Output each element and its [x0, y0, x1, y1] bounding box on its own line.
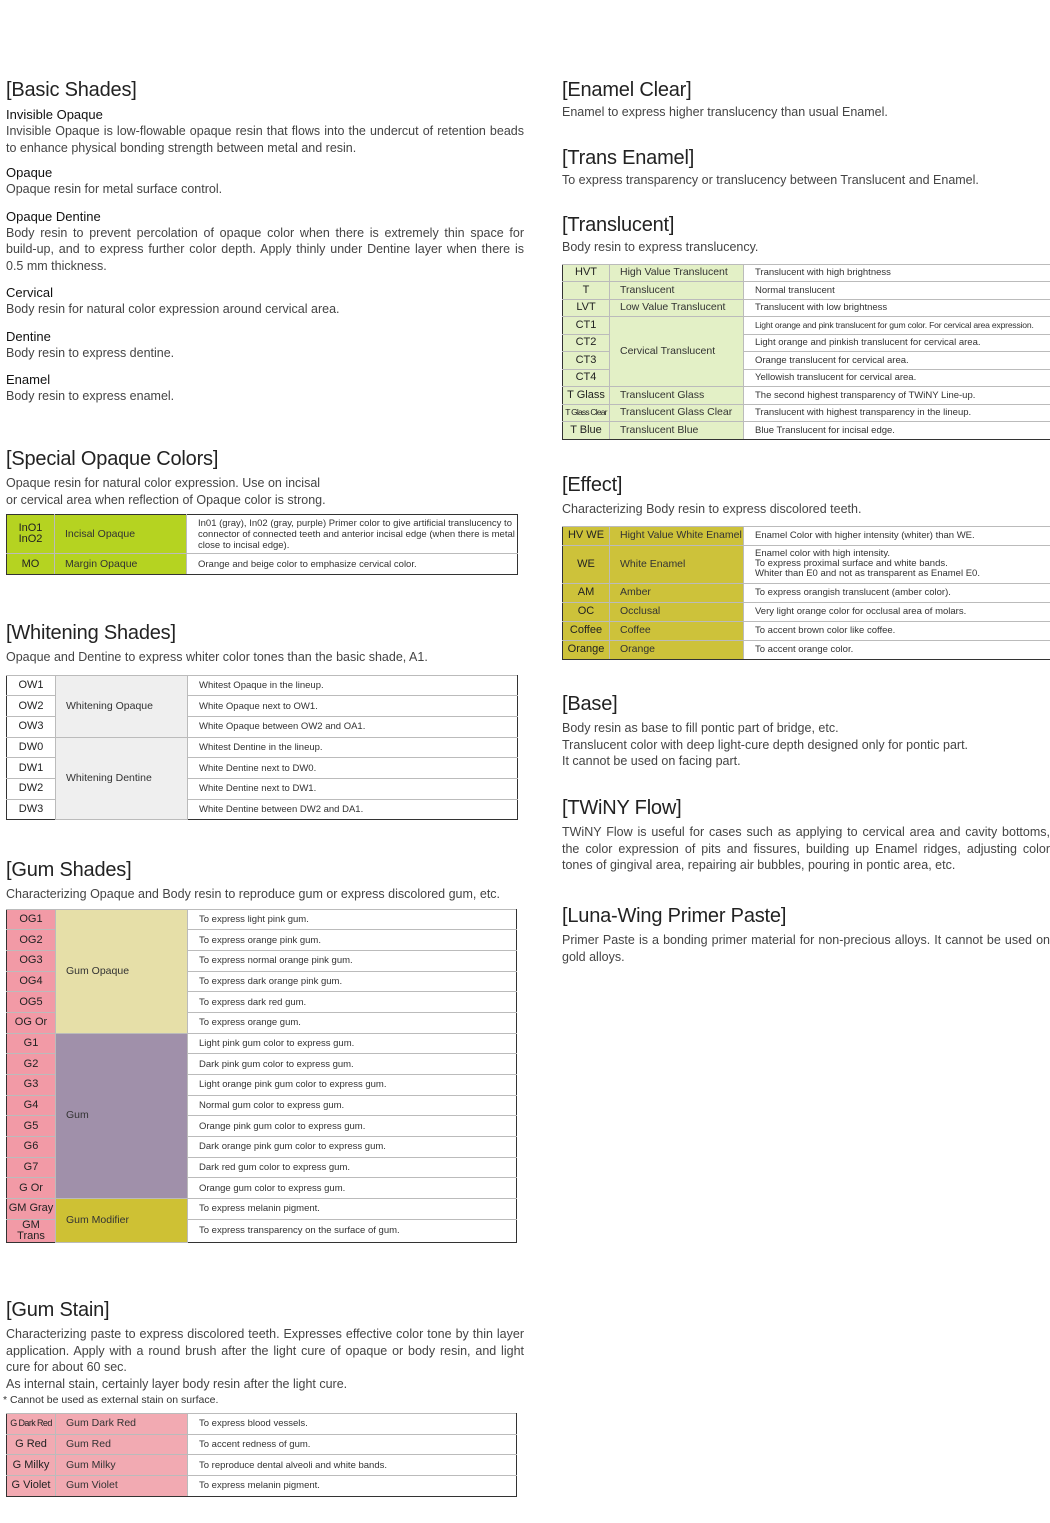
desc-cell: Normal gum color to express gum. — [188, 1095, 517, 1116]
code-cell: G Red — [7, 1434, 56, 1455]
name-cell: Orange — [610, 640, 744, 659]
code-cell: G Violet — [7, 1476, 56, 1497]
group-name-cell: Gum Modifier — [56, 1199, 188, 1243]
desc-cell: Very light orange color for occlusal area of molars. — [744, 602, 1050, 621]
code-cell: MO — [7, 554, 55, 575]
section-title: [Effect] — [562, 474, 623, 496]
code-cell: DW3 — [7, 799, 56, 820]
desc-line: Whiter than E0 and not as transparent as Enamel E0. — [755, 568, 980, 579]
code-cell: T Blue — [563, 422, 610, 440]
name-cell: Gum Red — [56, 1434, 188, 1455]
section-title: [Translucent] — [562, 214, 675, 236]
gum-shades-section — [6, 858, 524, 1243]
desc-cell: Translucent with high brightness — [744, 264, 1050, 282]
desc-cell: To express orange gum. — [188, 1012, 517, 1033]
base-section — [562, 692, 1050, 770]
desc-cell: Whitest Dentine in the lineup. — [188, 737, 518, 758]
item-name: Opaque Dentine — [6, 208, 101, 224]
code-cell: T Glass — [563, 387, 610, 405]
desc-cell: Whitest Opaque in the lineup. — [188, 675, 518, 696]
desc-cell: Orange pink gum color to express gum. — [188, 1116, 517, 1137]
table-row — [563, 640, 1050, 659]
table-row — [7, 737, 518, 758]
section-title: [TWiNY Flow] — [562, 797, 682, 819]
code-cell: CT4 — [563, 369, 610, 387]
code-cell: G5 — [7, 1116, 56, 1137]
code-cell: HVT — [563, 264, 610, 282]
desc-cell: Translucent with low brightness — [744, 299, 1050, 317]
table-row — [563, 545, 1050, 583]
group-name-cell: Whitening Dentine — [56, 737, 188, 820]
desc-cell: To express melanin pigment. — [188, 1199, 517, 1220]
section-desc: Translucent color with deep light-cure depth designed only for pontic part. — [562, 737, 969, 752]
desc-cell — [744, 545, 1050, 583]
code-cell: OC — [563, 602, 610, 621]
desc-cell: To reproduce dental alveoli and white bands. — [188, 1455, 517, 1476]
table-row — [7, 675, 518, 696]
table-row — [7, 909, 517, 930]
table-row — [7, 1434, 517, 1455]
code-cell: OW1 — [7, 675, 56, 696]
item-text: Opaque resin for metal surface control. — [6, 182, 223, 196]
table-row — [563, 526, 1050, 545]
section-desc: TWiNY Flow is useful for cases such as applying to cervical area and cavity bottoms, the color expression of pits and fissures, building up Enamel ridges, adjusting color tones of gingival area, repairing air bubbles, pouring in pontic area, etc. — [562, 825, 1050, 872]
table-row — [563, 282, 1050, 300]
code-cell: DW1 — [7, 758, 56, 779]
code-cell: T — [563, 282, 610, 300]
desc-cell: To express light pink gum. — [188, 909, 517, 930]
section-desc: Body resin as base to fill pontic part of bridge, etc. — [562, 721, 839, 735]
desc-cell: To express normal orange pink gum. — [188, 950, 517, 971]
whitening-table — [6, 675, 518, 821]
table-row — [563, 621, 1050, 640]
name-cell: Gum Milky — [56, 1455, 188, 1476]
desc-cell: To express transparency on the surface of gum. — [188, 1219, 517, 1242]
table-row — [7, 1414, 517, 1435]
desc-cell: Orange translucent for cervical area. — [744, 352, 1050, 370]
section-desc: To express transparency or translucency between Translucent and Enamel. — [562, 173, 979, 187]
section-note: * Cannot be used as external stain on surface. — [3, 1394, 219, 1406]
item-name: Invisible Opaque — [6, 107, 103, 122]
section-desc: Enamel to express higher translucency than usual Enamel. — [562, 105, 888, 119]
desc-cell: White Dentine next to DW0. — [188, 758, 518, 779]
table-row — [7, 1476, 517, 1497]
code-cell: LVT — [563, 299, 610, 317]
desc-cell: To accent redness of gum. — [188, 1434, 517, 1455]
name-cell: Coffee — [610, 621, 744, 640]
translucent-table — [562, 264, 1050, 440]
table-row — [563, 264, 1050, 282]
desc-cell: Dark orange pink gum color to express gum. — [188, 1137, 517, 1158]
desc-cell: White Opaque next to OW1. — [188, 696, 518, 717]
table-row — [7, 1199, 517, 1220]
desc-cell: Yellowish translucent for cervical area. — [744, 369, 1050, 387]
table-row — [563, 317, 1050, 335]
name-cell: Margin Opaque — [55, 554, 187, 575]
name-cell: Hight Value White Enamel — [610, 526, 744, 545]
code-cell: DW0 — [7, 737, 56, 758]
item-text: Invisible Opaque is low-flowable opaque resin that flows into the undercut of retention beads to enhance physical bonding strength between metal and resin. — [6, 124, 524, 155]
desc-cell: Orange and beige color to emphasize cervical color. — [187, 554, 518, 575]
desc-cell: The second highest transparency of TWiNY Line-up. — [744, 387, 1050, 405]
name-cell: Low Value Translucent — [610, 299, 744, 317]
section-desc: As internal stain, certainly layer body resin after the light cure. — [6, 1376, 348, 1391]
section-title: [Trans Enamel] — [562, 147, 695, 169]
code-cell: G Dark Red — [7, 1414, 56, 1435]
group-name-cell: Whitening Opaque — [56, 675, 188, 737]
code-cell: GM Gray — [7, 1199, 56, 1220]
code-cell: G Milky — [7, 1455, 56, 1476]
code-cell: OG4 — [7, 971, 56, 992]
section-desc: Body resin to express translucency. — [562, 240, 759, 254]
effect-section — [562, 473, 1050, 660]
table-row — [563, 602, 1050, 621]
desc-cell: Dark pink gum color to express gum. — [188, 1054, 517, 1075]
code-cell: GM Trans — [7, 1219, 56, 1242]
desc-cell: Translucent with highest transparency in the lineup. — [744, 404, 1050, 422]
desc-cell: Enamel Color with higher intensity (whiter) than WE. — [744, 526, 1050, 545]
name-cell: Gum Violet — [56, 1476, 188, 1497]
group-name-cell: Gum Opaque — [56, 909, 188, 1033]
section-title: [Base] — [562, 693, 618, 715]
code-cell: G4 — [7, 1095, 56, 1116]
desc-cell: Light orange and pinkish translucent for cervical area. — [744, 334, 1050, 352]
section-title: [Gum Shades] — [6, 859, 132, 881]
name-cell: High Value Translucent — [610, 264, 744, 282]
section-title: [Enamel Clear] — [562, 79, 692, 101]
code-cell: Coffee — [563, 621, 610, 640]
code-cell: OG2 — [7, 930, 56, 951]
desc-cell: White Dentine next to DW1. — [188, 778, 518, 799]
section-desc: Characterizing paste to express discolored teeth. Expresses effective color tone by thin layer application. Apply with a round brush after the light cure of opaque or body resin, and light cure for about 60 sec. — [6, 1327, 524, 1374]
item-name: Enamel — [6, 372, 51, 387]
item-text: Body resin for natural color expression around cervical area. — [6, 302, 340, 316]
desc-cell: To express dark red gum. — [188, 992, 517, 1013]
name-cell: Translucent Glass Clear — [610, 404, 744, 422]
desc-cell: In01 (gray), In02 (gray, purple) Primer color to give artificial translucency to connector of connected teeth and anterior incisal edge (when there is metal close to incisal edge). — [187, 515, 518, 554]
desc-cell: To express orange pink gum. — [188, 930, 517, 951]
code-cell: G3 — [7, 1075, 56, 1096]
table-row — [7, 1033, 517, 1054]
table-row — [7, 554, 518, 575]
code-cell: DW2 — [7, 778, 56, 799]
desc-line: Enamel color with high intensity. — [755, 548, 890, 559]
twiny-flow-section — [562, 796, 1050, 874]
group-name-cell: Gum — [56, 1033, 188, 1199]
desc-line: To express proximal surface and white bands. — [755, 558, 948, 569]
code-cell: OG1 — [7, 909, 56, 930]
desc-cell: Orange gum color to express gum. — [188, 1178, 517, 1199]
section-desc: Characterizing Body resin to express discolored teeth. — [562, 502, 862, 516]
section-title: [Special Opaque Colors] — [6, 448, 219, 470]
group-name-cell: Cervical Translucent — [610, 317, 744, 387]
code-cell: Orange — [563, 640, 610, 659]
desc-cell: To accent orange color. — [744, 640, 1050, 659]
section-desc: It cannot be used on facing part. — [562, 754, 741, 768]
code-cell: G7 — [7, 1157, 56, 1178]
name-cell: Translucent — [610, 282, 744, 300]
code-cell: G1 — [7, 1033, 56, 1054]
code-cell: OW2 — [7, 696, 56, 717]
code-cell: CT2 — [563, 334, 610, 352]
gum-table — [6, 909, 517, 1243]
section-desc: Opaque resin for natural color expression. Use on incisal — [6, 476, 321, 490]
name-cell: Gum Dark Red — [56, 1414, 188, 1435]
desc-cell: To accent brown color like coffee. — [744, 621, 1050, 640]
desc-cell: Light orange and pink translucent for gum color. For cervical area expression. — [744, 317, 1050, 335]
section-desc: or cervical area when reflection of Opaque color is strong. — [6, 492, 326, 507]
code-cell: G Or — [7, 1178, 56, 1199]
table-row — [563, 299, 1050, 317]
name-cell: White Enamel — [610, 545, 744, 583]
code: InO2 — [18, 533, 43, 545]
special-opaque-section — [6, 447, 524, 575]
code-cell: OW3 — [7, 716, 56, 737]
item-text: Body resin to express dentine. — [6, 345, 175, 360]
section-desc: Characterizing Opaque and Body resin to reproduce gum or express discolored gum, etc. — [6, 887, 501, 901]
table-row — [563, 583, 1050, 602]
name-cell: Amber — [610, 583, 744, 602]
code-cell: OG Or — [7, 1012, 56, 1033]
code-cell: T Glass Clear — [563, 404, 610, 422]
desc-cell: Blue Translucent for incisal edge. — [744, 422, 1050, 440]
code-cell: OG5 — [7, 992, 56, 1013]
section-title: [Luna-Wing Primer Paste] — [562, 905, 787, 927]
desc-cell: White Dentine between DW2 and DA1. — [188, 799, 518, 820]
section-title: [Gum Stain] — [6, 1299, 110, 1321]
code-cell: WE — [563, 545, 610, 583]
basic-shades-section — [6, 78, 524, 405]
gum-stain-section — [3, 1298, 524, 1497]
item-text: Body resin to prevent percolation of opaque color when there is extremely thin space for build-up, and to express further color depth. Apply thinly under Dentine layer when there is 0.5 mm thickness. — [6, 225, 524, 273]
gum-stain-table — [6, 1413, 517, 1497]
desc-cell: To express blood vessels. — [188, 1414, 517, 1435]
desc-cell: Normal translucent — [744, 282, 1050, 300]
desc-cell: Light pink gum color to express gum. — [188, 1033, 517, 1054]
enamel-clear-section — [562, 78, 1050, 121]
code-cell — [7, 515, 55, 554]
code-cell: G2 — [7, 1054, 56, 1075]
item-name: Dentine — [6, 328, 51, 344]
desc-cell: To express dark orange pink gum. — [188, 971, 517, 992]
table-row — [563, 387, 1050, 405]
item-name: Cervical — [6, 285, 53, 300]
desc-cell: To express orangish translucent (amber color). — [744, 583, 1050, 602]
desc-cell: White Opaque between OW2 and OA1. — [188, 716, 518, 737]
table-row — [7, 515, 518, 554]
section-title: [Whitening Shades] — [6, 622, 176, 644]
effect-table — [562, 526, 1050, 660]
table-row — [7, 1455, 517, 1476]
code-cell: OG3 — [7, 950, 56, 971]
name-cell: Translucent Glass — [610, 387, 744, 405]
desc-cell: Light orange pink gum color to express gum. — [188, 1075, 517, 1096]
item-name: Opaque — [6, 165, 53, 180]
section-desc: Opaque and Dentine to express whiter color tones than the basic shade, A1. — [6, 650, 428, 664]
desc-cell: To express melanin pigment. — [188, 1476, 517, 1497]
section-desc: Primer Paste is a bonding primer material for non-precious alloys. It cannot be used on gold alloys. — [562, 933, 1050, 964]
code-cell: G6 — [7, 1137, 56, 1158]
code-cell: CT3 — [563, 352, 610, 370]
name-cell: Translucent Blue — [610, 422, 744, 440]
whitening-section — [6, 621, 524, 820]
translucent-section — [562, 213, 1050, 440]
desc-cell: Dark red gum color to express gum. — [188, 1157, 517, 1178]
trans-enamel-section — [562, 146, 1050, 189]
code-cell: HV WE — [563, 526, 610, 545]
name-cell: Occlusal — [610, 602, 744, 621]
code-cell: AM — [563, 583, 610, 602]
table-row — [563, 404, 1050, 422]
section-title: [Basic Shades] — [6, 79, 137, 101]
code-cell: CT1 — [563, 317, 610, 335]
item-text: Body resin to express enamel. — [6, 389, 175, 403]
special-opaque-table — [6, 514, 518, 575]
code: InO1 — [18, 522, 43, 534]
name-cell: Incisal Opaque — [55, 515, 187, 554]
table-row — [563, 422, 1050, 440]
luna-wing-section — [562, 904, 1050, 965]
